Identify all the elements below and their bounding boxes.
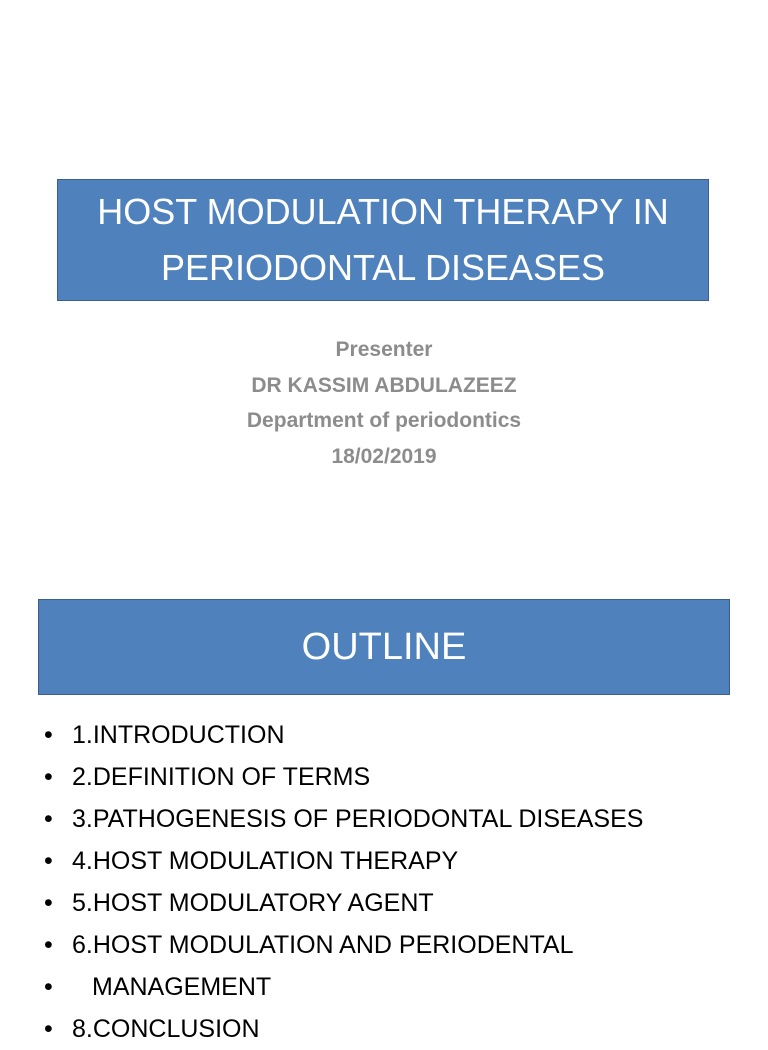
list-item-text: 4.HOST MODULATION THERAPY	[72, 847, 459, 875]
outline-heading: OUTLINE	[301, 625, 467, 668]
list-item	[44, 756, 643, 798]
date: 18/02/2019	[331, 444, 437, 468]
list-item-text: 1.INTRODUCTION	[72, 721, 285, 749]
bullet-icon: •	[44, 805, 53, 833]
list-item	[44, 798, 643, 840]
list-item-text: 8.CONCLUSION	[72, 1015, 260, 1043]
outline-heading-box	[38, 599, 730, 695]
bullet-icon: •	[44, 847, 53, 875]
bullet-icon: •	[44, 931, 53, 959]
department: Department of periodontics	[246, 409, 522, 432]
list-item	[44, 882, 643, 924]
bullet-icon: •	[44, 889, 53, 917]
bullet-icon: •	[44, 1015, 53, 1043]
bullet-icon: •	[44, 763, 53, 791]
presenter-name: DR KASSIM ABDULAZEEZ	[251, 373, 517, 397]
title-box	[57, 179, 709, 301]
list-item	[44, 924, 643, 966]
list-item-text: MANAGEMENT	[92, 973, 272, 1001]
title-line-1: HOST MODULATION THERAPY IN	[97, 191, 669, 232]
title-line-2: PERIODONTAL DISEASES	[160, 247, 606, 288]
presenter-info	[0, 332, 768, 474]
list-item-text: 6.HOST MODULATION AND PERIODENTAL	[72, 931, 574, 959]
list-item-text: 2.DEFINITION OF TERMS	[72, 763, 371, 791]
list-item	[44, 840, 643, 882]
presenter-label: Presenter	[335, 338, 433, 361]
bullet-icon: •	[44, 721, 53, 749]
list-item	[44, 966, 643, 1008]
list-item-text: 5.HOST MODULATORY AGENT	[72, 889, 434, 917]
list-item	[44, 714, 643, 756]
bullet-icon: •	[44, 973, 53, 1001]
outline-list	[44, 714, 643, 1050]
list-item-text: 3.PATHOGENESIS OF PERIODONTAL DISEASES	[72, 805, 644, 833]
list-item	[44, 1008, 643, 1050]
